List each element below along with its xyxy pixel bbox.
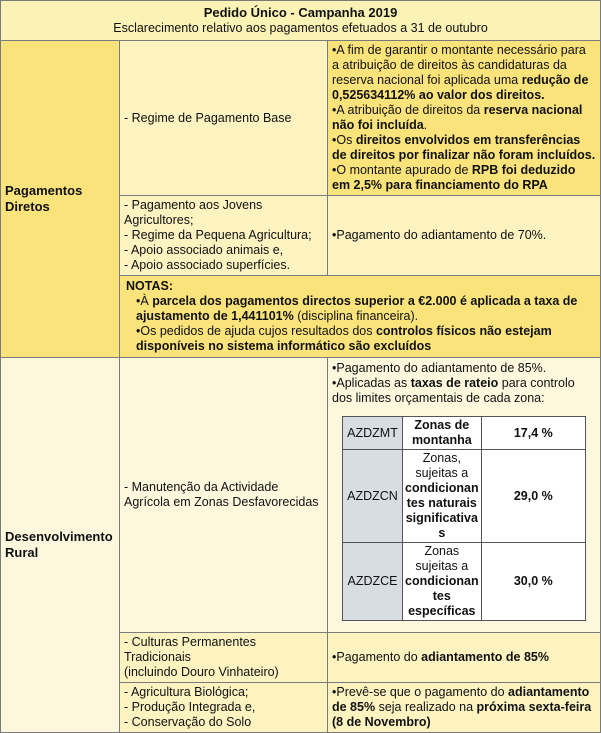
zone-rate: 30,0 %: [481, 543, 585, 621]
text-run: seja realizado na: [375, 700, 477, 714]
text-run: •À: [136, 294, 153, 308]
zone-name: [403, 450, 482, 543]
bold-text: condicionan tes específicas: [405, 574, 479, 618]
scheme-line: - Conservação do Solo: [124, 715, 252, 729]
text-run: •Os: [332, 133, 356, 147]
rate-row: [343, 450, 586, 543]
scheme-line: - Culturas Permanentes Tradicionais: [124, 635, 257, 664]
bold-text: próxima sexta-feira (8 de Novembro): [332, 700, 592, 729]
text-run: (disciplina financeira).: [293, 309, 419, 323]
bullet-item: [126, 294, 592, 324]
bold-text: direitos envolvidos em transferências de direitos por finalizar não foram incluídos.: [332, 133, 596, 162]
scheme-others: [120, 196, 328, 276]
bold-text: controlos físicos não estejam disponíveis no sistema informático são excluídos: [136, 324, 552, 353]
rate-row: [343, 543, 586, 621]
scheme-line: - Apoio associado superfícies.: [124, 258, 291, 272]
text-run: Zonas, sujeitas a: [415, 451, 469, 480]
bullet-item: [126, 324, 592, 354]
others-description: •Pagamento do adiantamento de 70%.: [328, 196, 601, 276]
text-run: •A fim de garantir o montante necessário para a atribuição de direitos às candidaturas da reserva nacional foi aplicada uma: [332, 43, 586, 87]
scheme-mazd: - Manutenção da Actividade Agrícola em Zonas Desfavorecidas: [120, 358, 328, 633]
bullet-item: [332, 163, 596, 193]
text-run: •A atribuição de direitos da: [332, 103, 484, 117]
notes-title: NOTAS:: [126, 279, 173, 293]
text-run: •O montante apurado de: [332, 163, 472, 177]
text-run: .: [423, 118, 428, 132]
category-desenvolvimento-rural: Desenvolvimento Rural: [1, 358, 120, 733]
mazd-line2: [332, 376, 596, 406]
text-run: Zonas sujeitas a: [415, 544, 469, 573]
rate-row: [343, 417, 586, 450]
page-subtitle: Esclarecimento relativo aos pagamentos efetuados a 31 de outubro: [113, 20, 488, 35]
scheme-cpt: [120, 633, 328, 683]
scheme-line: - Produção Integrada e,: [124, 700, 256, 714]
zone-code: AZDZCN: [343, 450, 403, 543]
category-pagamentos-diretos: Pagamentos Diretos: [1, 41, 120, 358]
scheme-rpb: - Regime de Pagamento Base: [120, 41, 328, 196]
mazd-description: [328, 358, 601, 633]
rates-table: [342, 416, 586, 621]
scheme-line: - Pagamento aos Jovens Agricultores;: [124, 198, 263, 227]
zone-name: [403, 543, 482, 621]
bold-text: parcela dos pagamentos directos superior a €2.000 é aplicada a taxa de ajustamento de 1,441101%: [136, 294, 578, 323]
scheme-agro: [120, 683, 328, 733]
scheme-cpt-list: [124, 635, 323, 680]
bold-text: reserva nacional não foi incluída: [332, 103, 583, 132]
notes-items: [126, 294, 592, 354]
bullet-item: [332, 133, 596, 163]
rpb-description: [328, 41, 601, 196]
agro-description: [328, 683, 601, 733]
bold-text: condicionan tes naturais significativa s: [405, 481, 479, 540]
zone-rate: 17,4 %: [481, 417, 585, 450]
scheme-others-list: [124, 198, 323, 273]
bold-text: Zonas de montanha: [411, 418, 472, 447]
scheme-line: - Agricultura Biológica;: [124, 685, 249, 699]
scheme-line: - Apoio associado animais e,: [124, 243, 284, 257]
scheme-line: (incluindo Douro Vinhateiro): [124, 665, 279, 679]
bold-text: RPB foi deduzido em 2,5% para financiamento do RPA: [332, 163, 576, 192]
text-run: •Os pedidos de ajuda cujos resultados dos: [136, 324, 376, 338]
zone-code: AZDZCE: [343, 543, 403, 621]
rpb-items: [332, 43, 596, 193]
cpt-description: [328, 633, 601, 683]
notes-box: [120, 276, 601, 358]
bold-text: redução de 0,525634112% ao valor dos direitos.: [332, 73, 589, 102]
bold-text: adiantamento de 85%: [421, 650, 549, 664]
scheme-line: - Regime da Pequena Agricultura;: [124, 228, 312, 242]
table-header: [1, 1, 601, 41]
text-run: para controlo dos limites orçamentais de cada zona:: [332, 376, 575, 405]
page-title: Pedido Único - Campanha 2019: [203, 5, 398, 21]
scheme-agro-list: [124, 685, 323, 730]
text-run: •Prevê-se que o pagamento do: [332, 685, 509, 699]
zone-code: AZDZMT: [343, 417, 403, 450]
zone-name: [403, 417, 482, 450]
mazd-line1: •Pagamento do adiantamento de 85%.: [332, 361, 547, 375]
zone-rate: 29,0 %: [481, 450, 585, 543]
bold-text: adiantamento de 85%: [332, 685, 590, 714]
bold-text: taxas de rateio: [410, 376, 499, 390]
bullet-item: [332, 103, 596, 133]
bullet-item: [332, 43, 596, 103]
text-run: •Aplicadas as: [332, 376, 411, 390]
text-run: •Pagamento do: [332, 650, 422, 664]
